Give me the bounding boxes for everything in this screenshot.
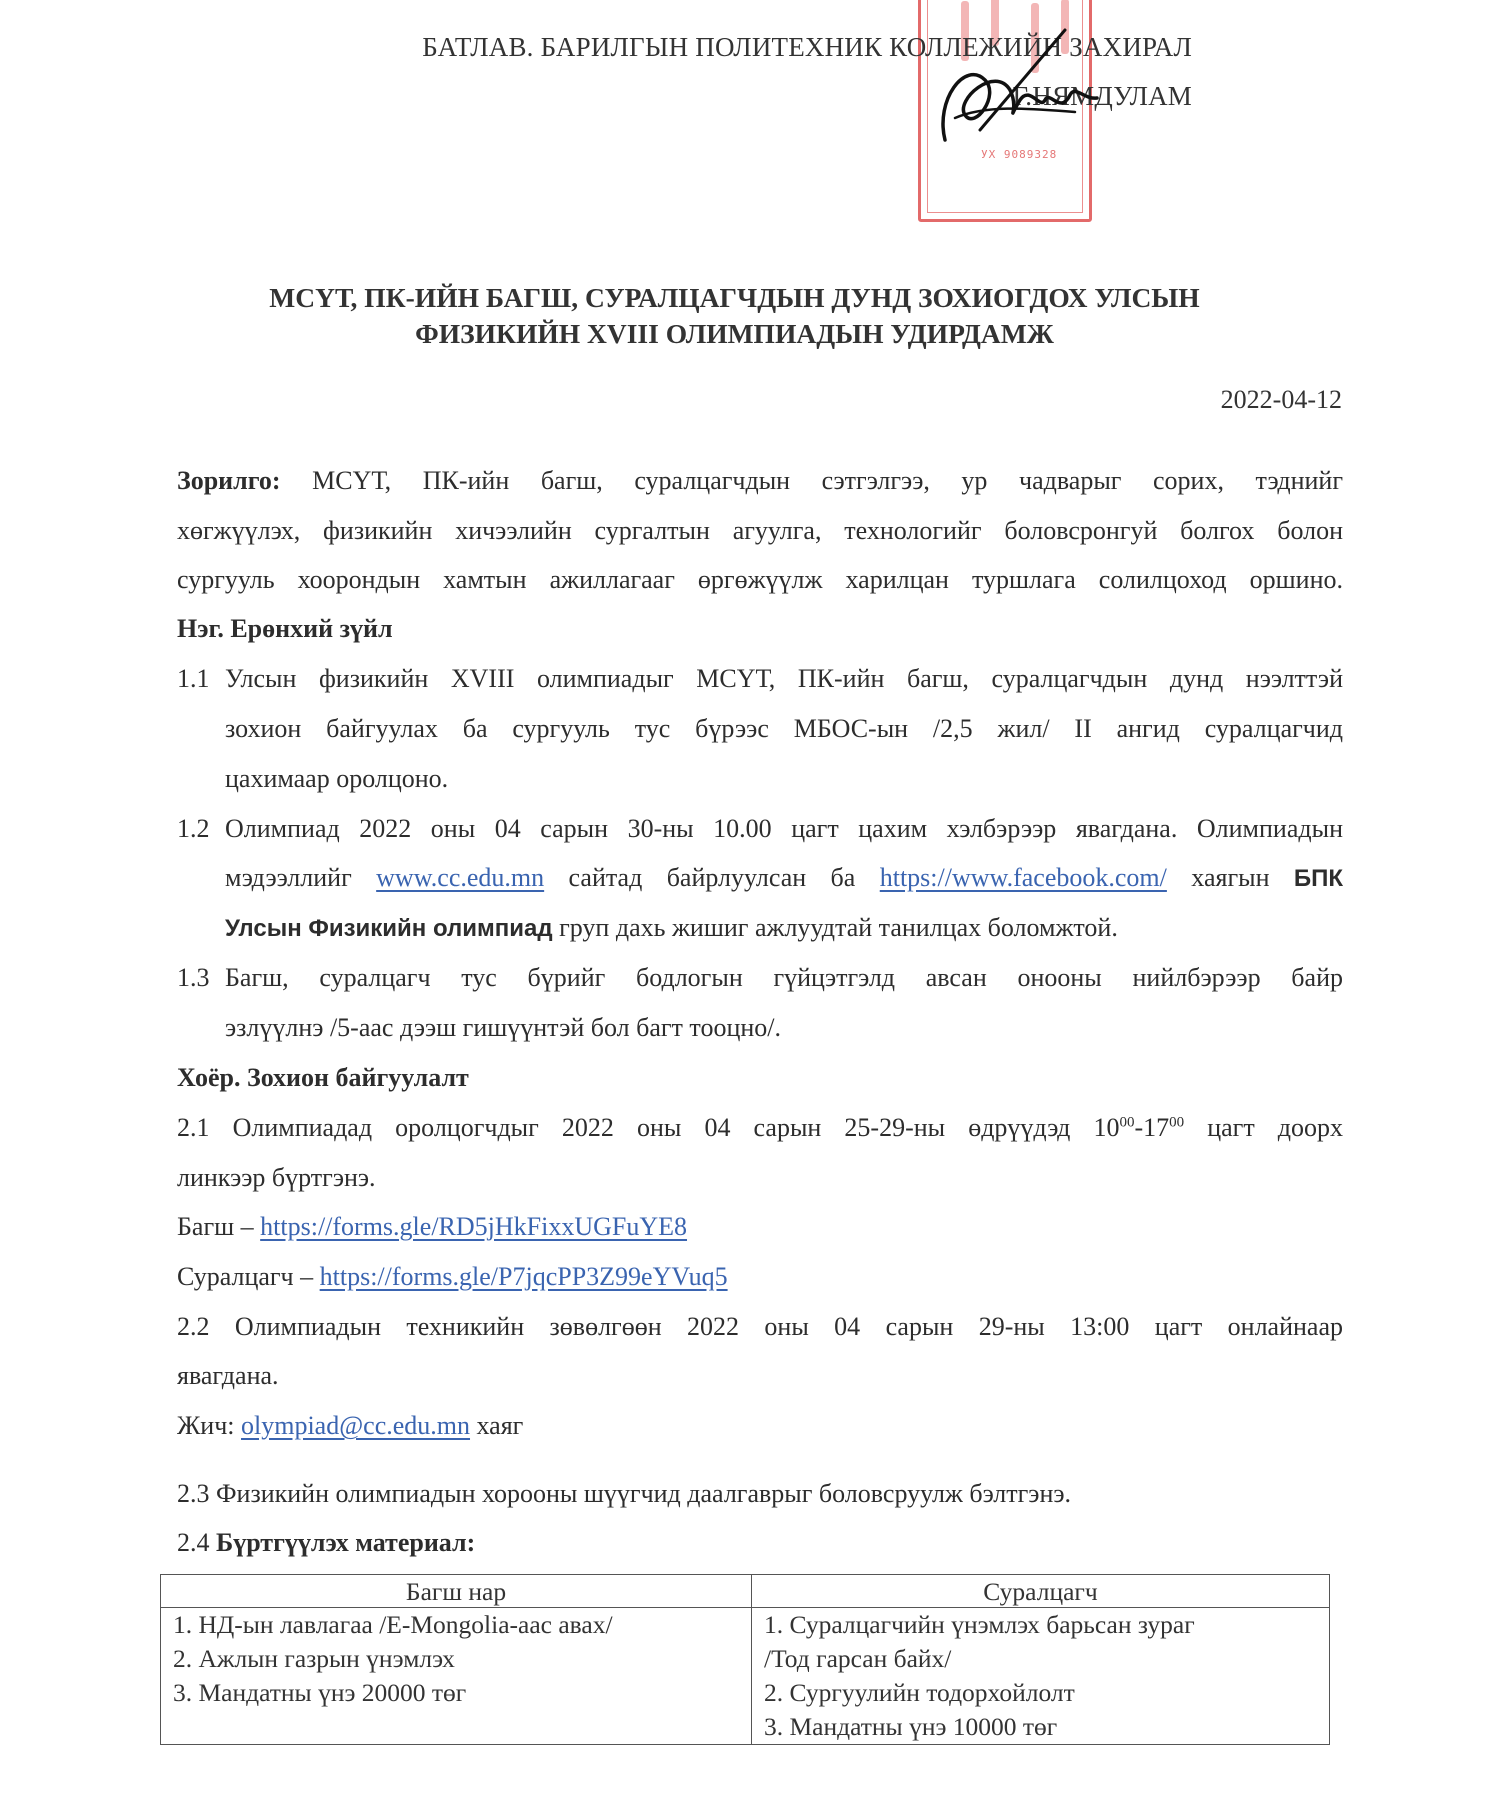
student-materials-cell	[752, 1608, 1330, 1745]
time-sup-1: 00	[1119, 1114, 1135, 1131]
list-item: 2. Сургуулийн тодорхойлолт	[764, 1678, 1075, 1707]
purpose-line-1	[177, 456, 1343, 506]
item-2-1-post: цагт доорх	[1207, 1113, 1344, 1142]
signature	[925, 20, 1105, 170]
item-2-2-text: Олимпиадын техникийн зөвөлгөөн 2022 оны 04 сарын 29-ны 13:00 цагт онлайнаар	[234, 1312, 1343, 1341]
item-number: 1.2	[177, 814, 210, 843]
item-1-1-line-2: зохион байгуулах ба сургууль тус бүрээс МБОС-ын /2,5 жил/ II ангид суралцагчид	[225, 714, 1343, 743]
purpose-line-3: сургууль хоорондын хамтын ажиллагааг өргөжүүлж харилцан туршлага солилцоход оршино.	[177, 565, 1343, 594]
item-2-1-mid: -17	[1134, 1113, 1170, 1142]
table-row	[161, 1608, 1330, 1745]
teacher-registration	[177, 1202, 1343, 1252]
purpose-label: Зорилго:	[177, 466, 281, 495]
list-item: 1. Суралцагчийн үнэмлэх барьсан зураг	[764, 1610, 1195, 1639]
list-item: 3. Мандатны үнэ 20000 төг	[173, 1678, 467, 1707]
list-item: /Тод гарсан байх/	[764, 1644, 952, 1673]
item-2-4-label: Бүртгүүлэх материал:	[216, 1528, 476, 1557]
item-1-2-text-pre: мэдээллийг	[225, 863, 352, 892]
director-name: Г.НЯМДУЛАМ	[1012, 81, 1192, 111]
document-title-line-1: МСҮТ, ПК-ИЙН БАГШ, СУРАЛЦАГЧДЫН ДУНД ЗОХИОГДОХ УЛСЫН	[269, 282, 1200, 313]
item-number: 1.1	[177, 664, 210, 693]
materials-table	[160, 1574, 1330, 1745]
time-sup-2: 00	[1169, 1114, 1185, 1131]
list-item: 2. Ажлын газрын үнэмлэх	[173, 1644, 455, 1673]
contact-label: Жич:	[177, 1411, 235, 1440]
column-header-teachers: Багш нар	[161, 1575, 752, 1608]
section-2-heading: Хоёр. Зохион байгуулалт	[177, 1063, 469, 1092]
item-1-2-line-1	[177, 804, 1343, 854]
contact-email-link[interactable]: olympiad@cc.edu.mn	[241, 1411, 471, 1440]
item-1-2-line-3	[177, 903, 1343, 954]
bpk-bold: БПК	[1293, 865, 1344, 892]
item-2-4	[177, 1518, 1343, 1568]
item-1-3-text: Багш, суралцагч тус бүрийг бодлогын гүйцэтгэлд авсан онооны нийлбэрээр байр	[225, 963, 1343, 992]
item-2-3-text: Физикийн олимпиадын хорооны шүүгчид даалгаврыг боловсруулж бэлтгэнэ.	[216, 1479, 1072, 1508]
item-2-2-line-2: явагдана.	[177, 1361, 279, 1390]
table-header-row	[161, 1575, 1330, 1608]
item-number: 2.1	[177, 1113, 210, 1142]
teacher-materials-cell	[161, 1608, 752, 1745]
item-2-1-text: Олимпиадад оролцогчдыг 2022 оны 04 сарын 25-29-ны өдрүүдэд 10	[232, 1113, 1120, 1142]
item-1-3-line-1	[177, 953, 1343, 1003]
item-2-1-line-2: линкээр бүртгэнэ.	[177, 1163, 376, 1192]
list-item: 1. НД-ын лавлагаа /E-Mongolia-аас авах/	[173, 1610, 613, 1639]
student-label: Суралцагч –	[177, 1262, 314, 1291]
item-1-2-line-2	[177, 853, 1343, 904]
item-1-2-text-end: груп дахь жишиг ажлуудтай танилцах боломжтой.	[559, 913, 1118, 942]
item-1-3-line-2: эзлүүлнэ /5-аас дээш гишүүнтэй бол багт тооцно/.	[225, 1013, 781, 1042]
item-1-2-text: Олимпиад 2022 оны 04 сарын 30-ны 10.00 цагт цахим хэлбэрээр явагдана. Олимпиадын	[225, 814, 1343, 843]
stamp-number: УХ 9089328	[981, 148, 1058, 161]
item-2-1-line-1	[177, 1103, 1343, 1153]
group-name-bold: Улсын Физикийн олимпиад	[225, 915, 553, 942]
contact-post: хаяг	[476, 1411, 524, 1440]
approval-line: БАТЛАВ. БАРИЛГЫН ПОЛИТЕХНИК КОЛЛЕЖИЙН ЗАХИРАЛ	[422, 32, 1192, 62]
purpose-line-2: хөгжүүлэх, физикийн хичээлийн сургалтын агуулга, технологийг боловсронгуй болгох болон	[177, 516, 1343, 545]
student-registration	[177, 1252, 1343, 1302]
teacher-form-link[interactable]: https://forms.gle/RD5jHkFixxUGFuYE8	[260, 1212, 688, 1241]
purpose-text-1: МСҮТ, ПК-ийн багш, суралцагчдын сэтгэлгээ, ур чадварыг сорих, тэднийг	[312, 466, 1343, 495]
item-number: 2.3	[177, 1479, 210, 1508]
section-1-heading: Нэг. Ерөнхий зүйл	[177, 614, 393, 643]
item-1-2-text-post: хаягын	[1191, 863, 1270, 892]
website-link[interactable]: www.cc.edu.mn	[376, 863, 545, 892]
item-1-2-text-mid: сайтад байрлуулсан ба	[568, 863, 856, 892]
item-number: 2.2	[177, 1312, 210, 1341]
student-form-link[interactable]: https://forms.gle/P7jqcPP3Z99eYVuq5	[319, 1262, 728, 1291]
list-item: 3. Мандатны үнэ 10000 төг	[764, 1712, 1058, 1741]
item-2-2-line-1	[177, 1302, 1343, 1352]
document-date: 2022-04-12	[1220, 385, 1342, 414]
facebook-link[interactable]: https://www.facebook.com/	[879, 863, 1167, 892]
teacher-label: Багш –	[177, 1212, 254, 1241]
item-1-1-line-3: цахимаар оролцоно.	[225, 764, 449, 793]
contact-note	[177, 1401, 1343, 1451]
item-number: 2.4	[177, 1528, 210, 1557]
item-number: 1.3	[177, 963, 210, 992]
document-title-line-2: ФИЗИКИЙН XVIII ОЛИМПИАДЫН УДИРДАМЖ	[415, 318, 1054, 349]
item-1-1-text: Улсын физикийн XVIII олимпиадыг МСҮТ, ПК-ийн багш, суралцагчдын дунд нээлттэй	[225, 664, 1343, 693]
column-header-students: Суралцагч	[752, 1575, 1330, 1608]
item-2-3	[177, 1469, 1343, 1519]
item-1-1-line-1	[177, 654, 1343, 704]
